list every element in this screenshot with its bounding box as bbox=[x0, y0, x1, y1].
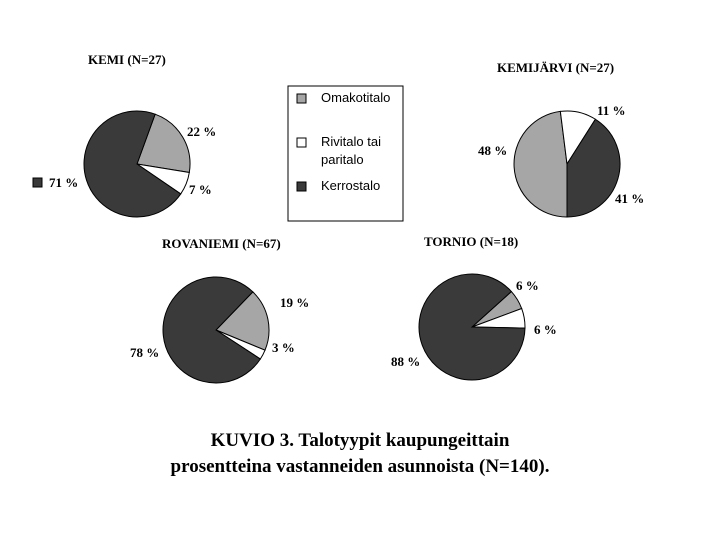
data-label: 19 % bbox=[280, 295, 310, 310]
data-label: 6 % bbox=[534, 322, 557, 337]
caption-line-1: KUVIO 3. Talotyypit kaupungeittain bbox=[210, 430, 510, 451]
legend-label: Rivitalo tai bbox=[321, 134, 381, 149]
pie-title: KEMI (N=27) bbox=[88, 52, 166, 67]
data-label: 78 % bbox=[130, 345, 160, 360]
legend-label: Omakotitalo bbox=[321, 90, 391, 105]
legend-label: Kerrostalo bbox=[321, 178, 381, 193]
legend-swatch bbox=[297, 94, 306, 103]
legend-swatch bbox=[297, 182, 306, 191]
data-label: 6 % bbox=[516, 278, 539, 293]
legend bbox=[288, 86, 403, 221]
pie-chart-1 bbox=[33, 52, 216, 217]
data-label: 41 % bbox=[615, 191, 645, 206]
data-label: 71 % bbox=[49, 175, 79, 190]
legend-key-mark bbox=[33, 178, 42, 187]
pie-title: TORNIO (N=18) bbox=[424, 234, 519, 249]
data-label: 7 % bbox=[189, 182, 212, 197]
pie-title: ROVANIEMI (N=67) bbox=[162, 236, 281, 251]
data-label: 11 % bbox=[597, 103, 626, 118]
pie-title: KEMIJÄRVI (N=27) bbox=[497, 60, 615, 75]
data-label: 88 % bbox=[391, 354, 421, 369]
pie-slice bbox=[514, 111, 567, 217]
legend-swatch bbox=[297, 138, 306, 147]
figure-caption bbox=[0, 428, 720, 480]
data-label: 3 % bbox=[272, 340, 295, 355]
data-label: 22 % bbox=[187, 124, 217, 139]
pie-chart-3 bbox=[130, 236, 309, 383]
legend-label: paritalo bbox=[321, 152, 364, 167]
pie-chart-4 bbox=[391, 234, 557, 380]
data-label: 48 % bbox=[478, 143, 508, 158]
pie-chart-2 bbox=[478, 60, 644, 217]
caption-line-2: prosentteina vastanneiden asunnoista (N=140). bbox=[170, 456, 550, 477]
